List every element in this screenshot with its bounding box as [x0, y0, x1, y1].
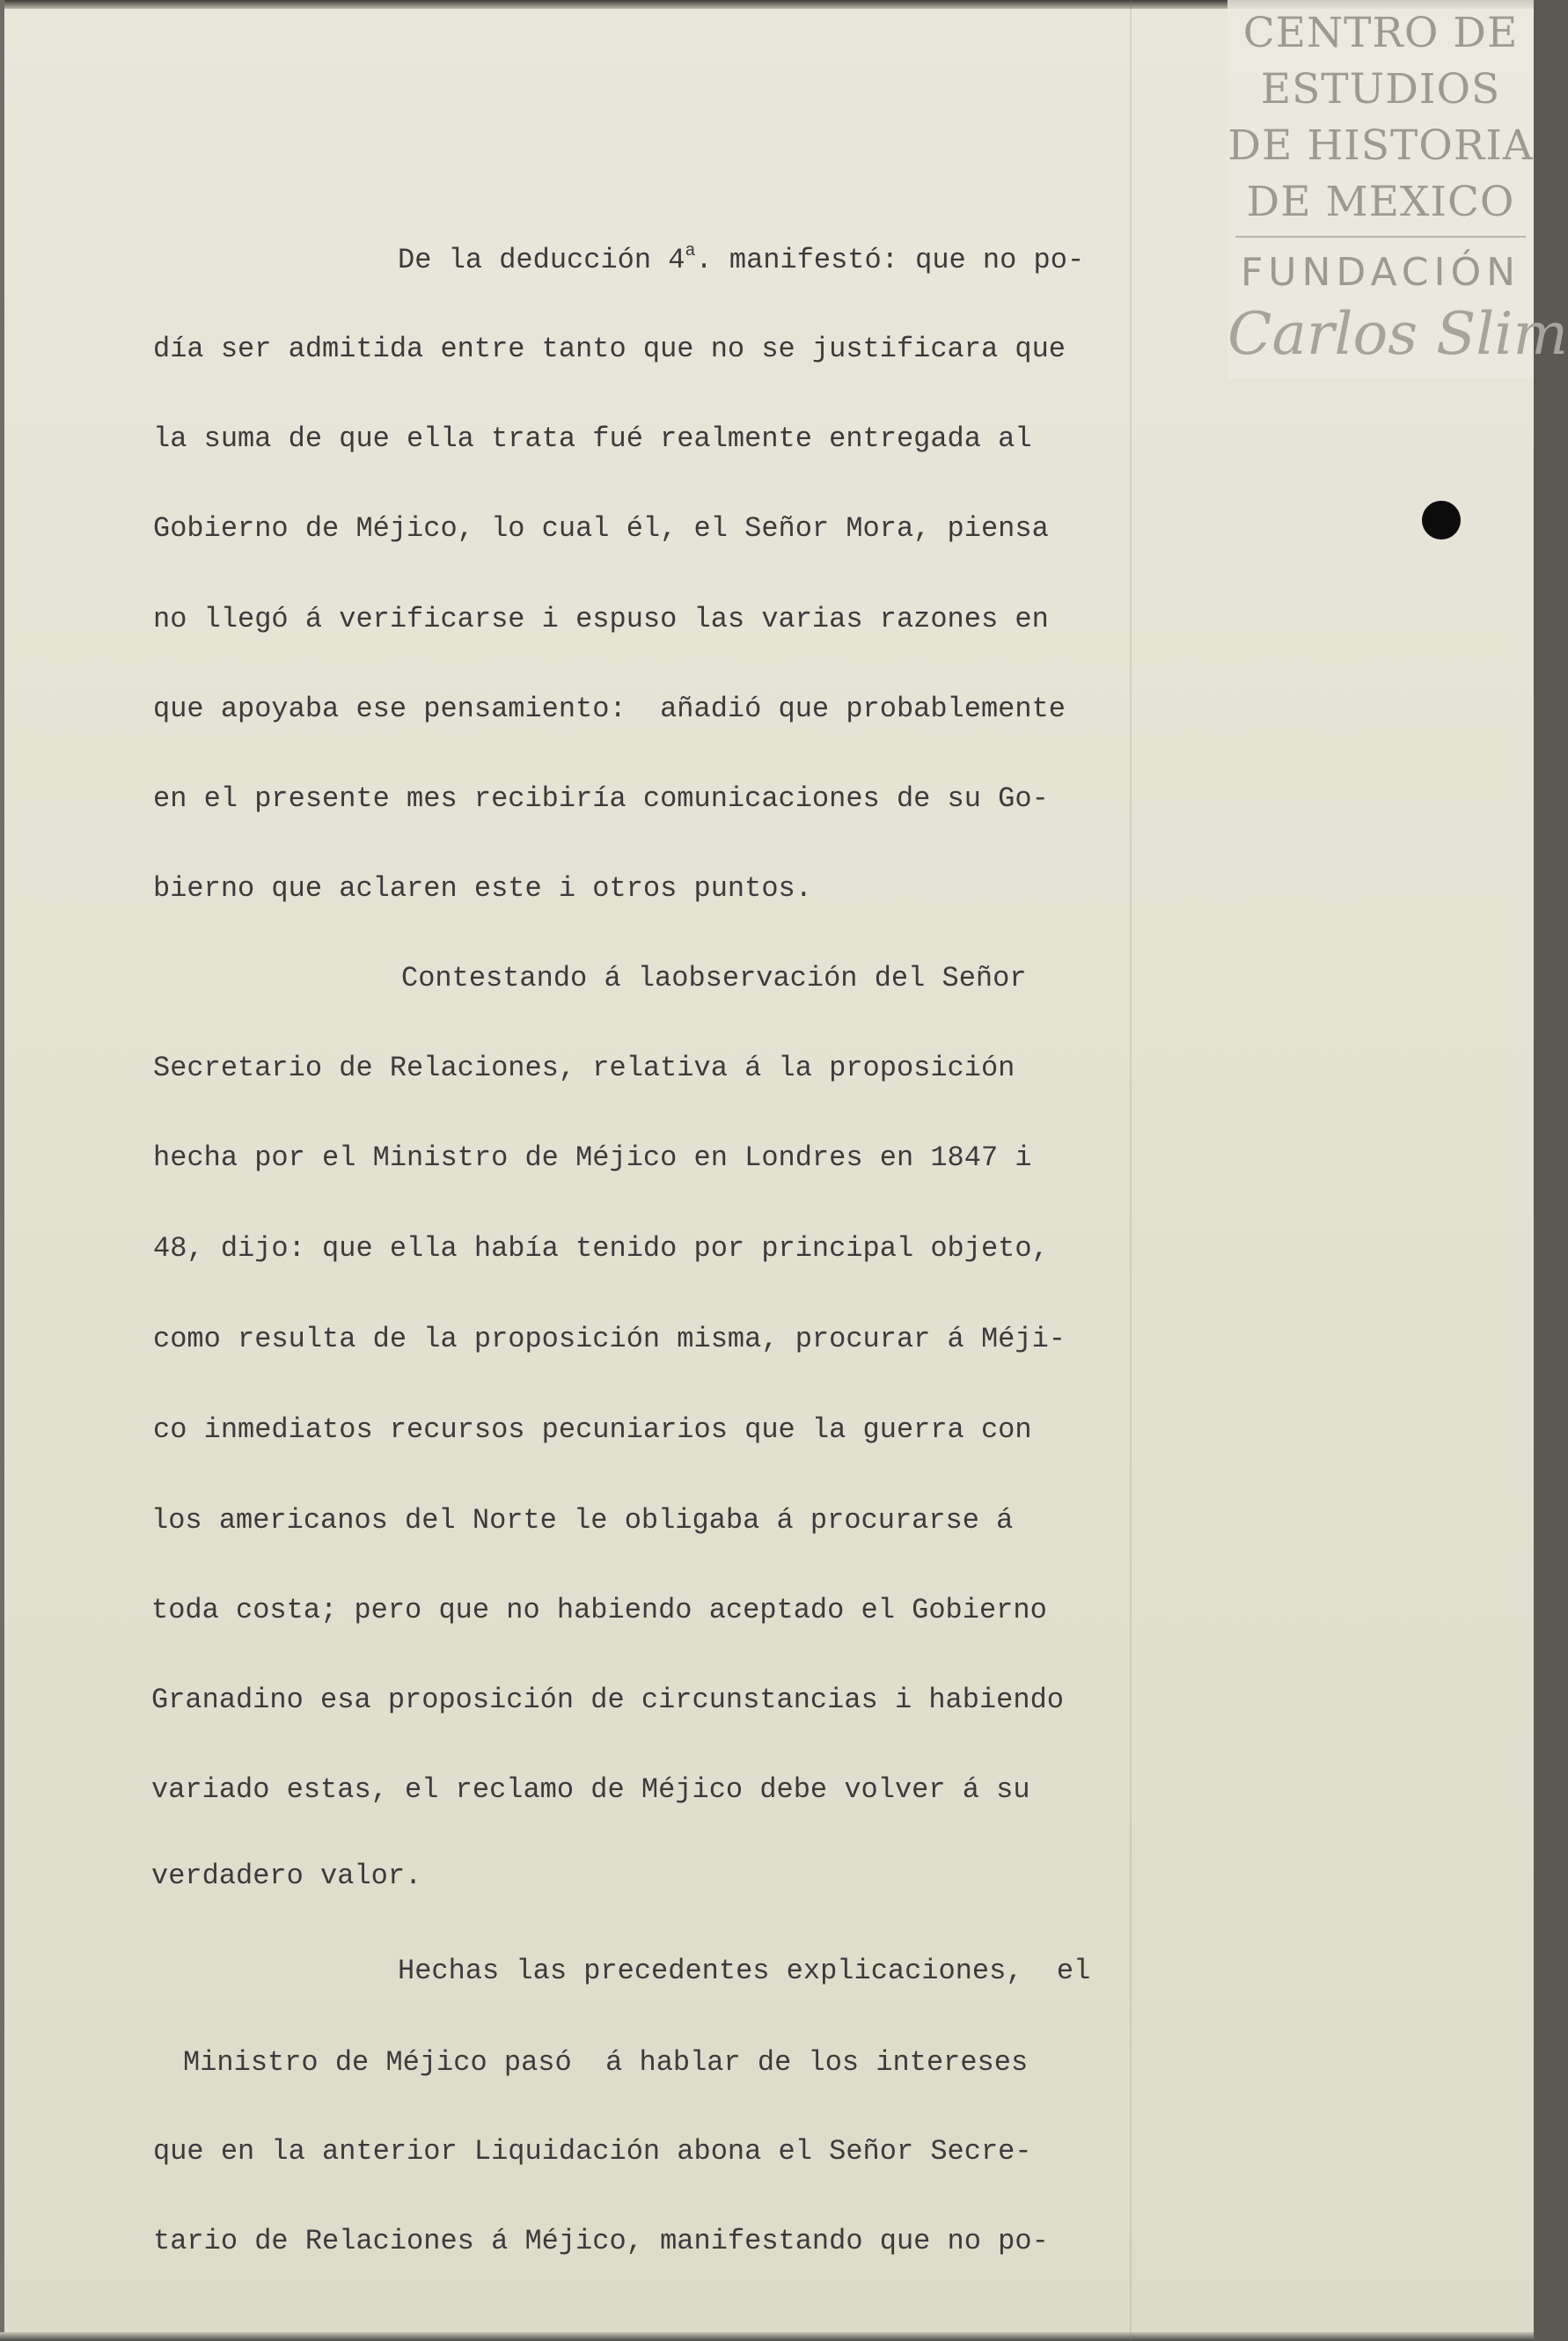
text-line-8: bierno que aclaren este i otros puntos. [153, 872, 812, 905]
text-line-23: tario de Relaciones á Méjico, manifestando que no po- [153, 2225, 1049, 2257]
text-line-13: como resulta de la proposición misma, procurar á Méji- [153, 1323, 1066, 1355]
page-fold-line [1130, 0, 1132, 2341]
archive-stamp [1227, 0, 1568, 378]
text-line-22: que en la anterior Liquidación abona el Señor Secre- [153, 2135, 1032, 2168]
ordinal-superscript: a [685, 241, 696, 261]
text-line-5: no llegó á verificarse i espuso las varias razones en [153, 603, 1049, 635]
text-line-18: variado estas, el reclamo de Méjico debe volver á su [151, 1773, 1030, 1806]
stamp-line-2: ESTUDIOS [1260, 65, 1501, 114]
stamp-signature: Carlos Slim [1227, 300, 1568, 368]
text-line-20: Hechas las precedentes explicaciones, el [398, 1955, 1091, 1987]
text-line-11: hecha por el Ministro de Méjico en Londres en 1847 i [153, 1141, 1032, 1174]
text-line-10: Secretario de Relaciones, relativa á la proposición [153, 1052, 1015, 1084]
text-line-15: los americanos del Norte le obligaba á procurarse á [151, 1504, 1014, 1537]
text-line-16: toda costa; pero que no habiendo aceptado el Gobierno [151, 1594, 1047, 1626]
text-line-4: Gobierno de Méjico, lo cual él, el Señor Mora, piensa [153, 512, 1049, 545]
text-line-14: co inmediatos recursos pecuniarios que la guerra con [153, 1413, 1032, 1446]
text-line-17: Granadino esa proposición de circunstancias i habiendo [151, 1684, 1064, 1716]
text-line-21: Ministro de Méjico pasó á hablar de los intereses [183, 2046, 1029, 2079]
text-line-1-start: De la deducción 4 [398, 244, 685, 276]
text-line-12: 48, dijo: que ella había tenido por principal objeto, [153, 1232, 1049, 1265]
text-line-6: que apoyaba ese pensamiento: añadió que probablemente [153, 693, 1066, 725]
text-line-3: la suma de que ella trata fué realmente entregada al [153, 422, 1032, 455]
text-line-1 [398, 243, 1084, 278]
stamp-divider [1235, 236, 1526, 238]
text-line-19: verdadero valor. [151, 1860, 422, 1892]
text-line-7: en el presente mes recibiría comunicaciones de su Go- [153, 782, 1049, 815]
stamp-line-3: DE HISTORIA [1227, 121, 1534, 170]
page-bottom-edge [0, 2332, 1534, 2341]
text-line-1-end: . manifestó: que no po- [695, 244, 1085, 276]
text-line-9: Contestando á laobservación del Señor [401, 962, 1027, 994]
text-line-2: día ser admitida entre tanto que no se justificara que [153, 333, 1066, 365]
stamp-foundation: FUNDACIÓN [1240, 250, 1521, 295]
punch-hole [1422, 501, 1461, 539]
stamp-line-4: DE MEXICO [1246, 178, 1515, 226]
stamp-line-1: CENTRO DE [1242, 9, 1519, 57]
